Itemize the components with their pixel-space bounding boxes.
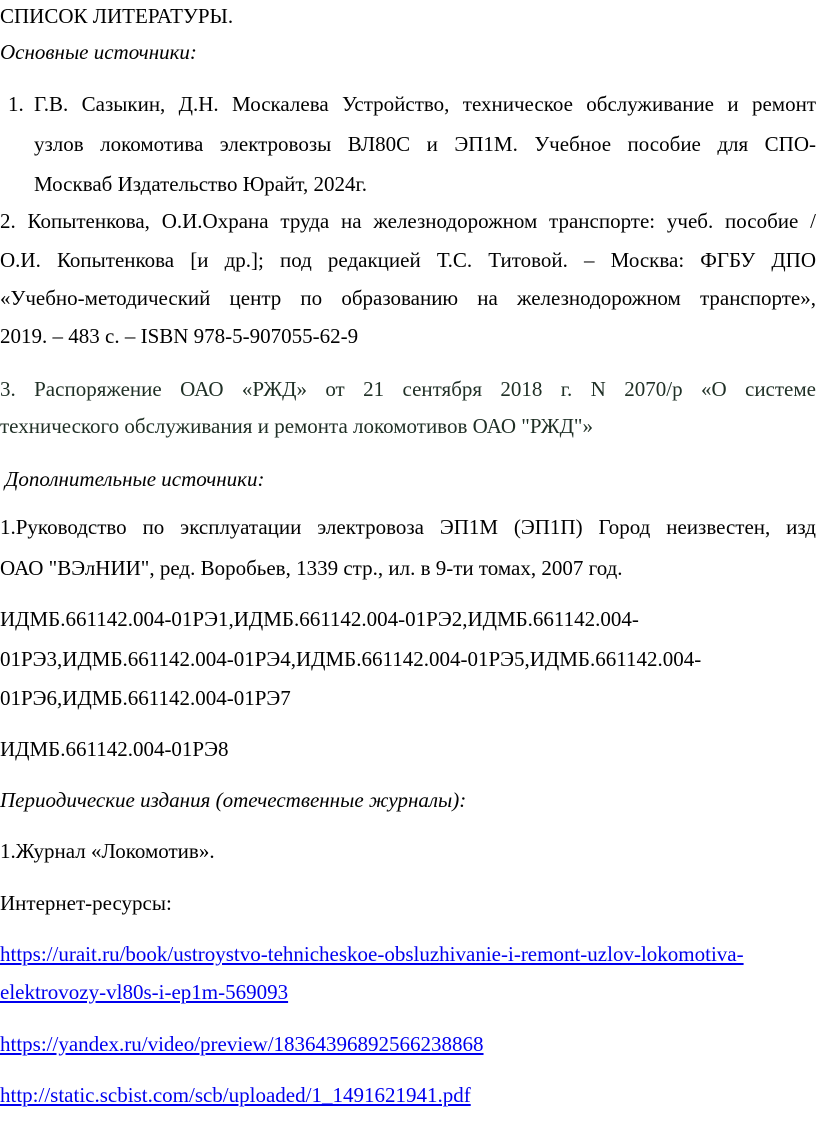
- main-source-3-line-1: 3. Распоряжение ОАО «РЖД» от 21 сентября 2018 г. N 2070/р «О системе: [0, 377, 816, 401]
- additional-source-line-1: 1.Руководство по эксплуатации электровоза ЭП1М (ЭП1П) Город неизвестен, изд: [0, 515, 816, 539]
- internet-link-2-wrap: [0, 1031, 816, 1057]
- periodicals-item: 1.Журнал «Локомотив».: [0, 839, 215, 863]
- internet-link-1-continuation[interactable]: elektrovozy-vl80s-i-ep1m-569093: [0, 980, 289, 1004]
- internet-link-3[interactable]: http://static.scbist.com/scb/uploaded/1_1491621941.pdf: [0, 1083, 471, 1107]
- internet-link-1[interactable]: https://urait.ru/book/ustroystvo-tehnicheskoe-obsluzhivanie-i-remont-uzlov-lokomotiva-: [0, 942, 744, 966]
- additional-sources-title: Дополнительные источники:: [5, 467, 265, 491]
- additional-source-line-4: 01РЭ3,ИДМБ.661142.004-01РЭ4,ИДМБ.661142.004-01РЭ5,ИДМБ.661142.004-: [0, 647, 702, 671]
- additional-source-line-5: 01РЭ6,ИДМБ.661142.004-01РЭ7: [0, 686, 291, 710]
- internet-link-2[interactable]: https://yandex.ru/video/preview/18364396892566238868: [0, 1032, 484, 1056]
- internet-link-1-cont-wrap: [0, 979, 816, 1005]
- main-source-2-line-3: «Учебно-методический центр по образованию на железнодорожном транспорте»,: [0, 286, 816, 310]
- main-source-1-line-2: узлов локомотива электровозы ВЛ80С и ЭП1М. Учебное пособие для СПО-: [34, 132, 816, 156]
- periodicals-title: Периодические издания (отечественные журналы):: [0, 788, 467, 812]
- internet-link-1-wrap: [0, 941, 816, 967]
- page-heading: СПИСОК ЛИТЕРАТУРЫ.: [0, 4, 234, 28]
- additional-source-line-2: ОАО "ВЭлНИИ", ред. Воробьев, 1339 стр., ил. в 9-ти томах, 2007 год.: [0, 556, 623, 580]
- main-sources-title: Основные источники:: [0, 40, 197, 64]
- additional-source-line-6: ИДМБ.661142.004-01РЭ8: [0, 737, 229, 761]
- list-number: 1.: [8, 92, 24, 116]
- internet-resources-title: Интернет-ресурсы:: [0, 891, 172, 915]
- main-source-1-line-1: Г.В. Сазыкин, Д.Н. Москалева Устройство, техническое обслуживание и ремонт: [34, 92, 816, 116]
- main-source-3-line-2: технического обслуживания и ремонта локомотивов ОАО "РЖД"»: [0, 414, 594, 438]
- main-source-2-line-4: 2019. – 483 с. – ISBN 978-5-907055-62-9: [0, 324, 359, 348]
- main-source-2-line-2: О.И. Копытенкова [и др.]; под редакцией Т.С. Титовой. – Москва: ФГБУ ДПО: [0, 248, 816, 272]
- internet-link-3-wrap: [0, 1082, 816, 1108]
- main-source-2-line-1: 2. Копытенкова, О.И.Охрана труда на железнодорожном транспорте: учеб. пособие /: [0, 209, 816, 233]
- main-source-1-line-3: Москваб Издательство Юрайт, 2024г.: [34, 172, 367, 196]
- additional-source-line-3: ИДМБ.661142.004-01РЭ1,ИДМБ.661142.004-01РЭ2,ИДМБ.661142.004-: [0, 607, 639, 631]
